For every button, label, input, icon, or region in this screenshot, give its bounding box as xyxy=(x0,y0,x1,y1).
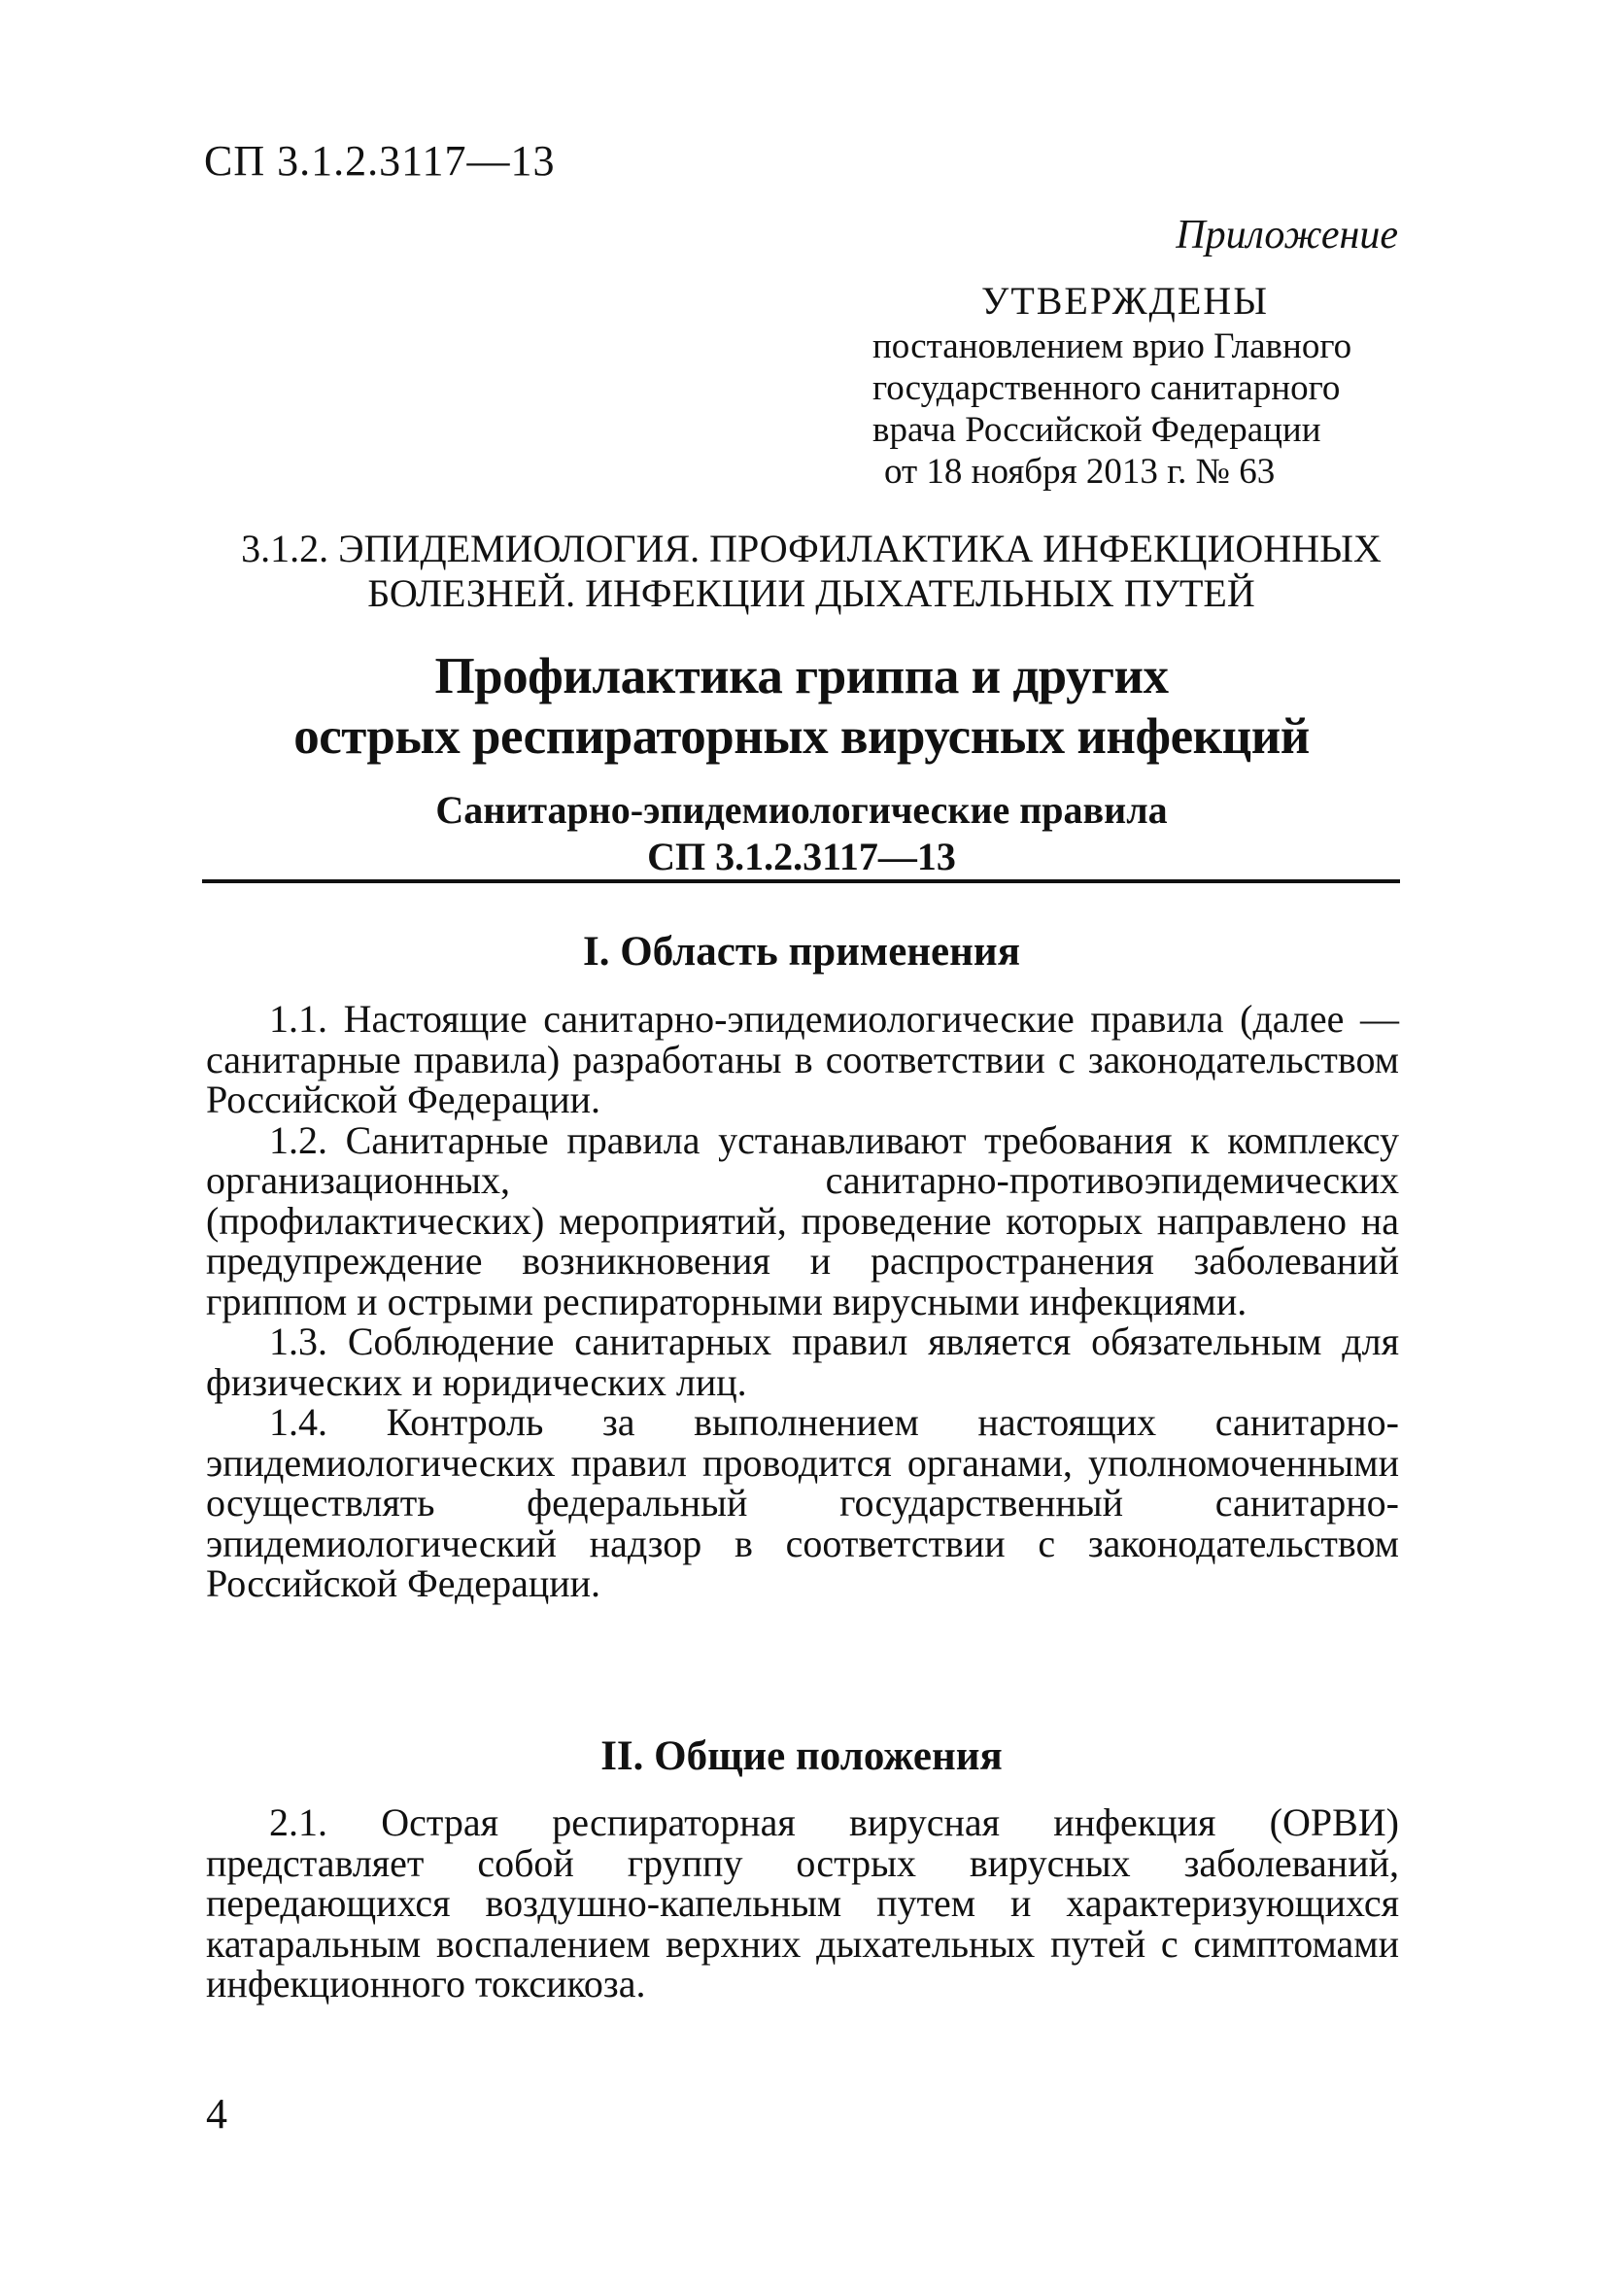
page-number: 4 xyxy=(206,2090,227,2138)
approval-title: УТВЕРЖДЕНЫ xyxy=(981,279,1270,323)
appendix-label: Приложение xyxy=(1176,213,1398,257)
approval-line: врача Российской Федерации xyxy=(872,410,1321,450)
approval-line: от 18 ноября 2013 г. № 63 xyxy=(884,452,1276,492)
approval-line: постановлением врио Главного xyxy=(872,326,1352,366)
classification-line: БОЛЕЗНЕЙ. ИНФЕКЦИИ ДЫХАТЕЛЬНЫХ ПУТЕЙ xyxy=(367,571,1255,615)
approval-line: государственного санитарного xyxy=(872,368,1341,408)
section-heading: I. Область применения xyxy=(583,929,1020,975)
section-body xyxy=(206,1802,1399,2005)
subtitle-line: Санитарно-эпидемиологические правила xyxy=(435,788,1168,832)
paragraph: 1.1. Настоящие санитарно-эпидемиологические правила (далее — санитарные правила) разработаны в соответствии с законодательством Российской Федерации. xyxy=(206,997,1399,1121)
subtitle-line: СП 3.1.2.3117—13 xyxy=(647,835,956,878)
paragraph: 1.4. Контроль за выполнением настоящих санитарно-эпидемиологических правил проводится органами, уполномоченными осуществлять федеральный государственный санитарно-эпидемиологический надзор в соответствии с законодательством Российской Федерации. xyxy=(206,1400,1399,1605)
paragraph: 1.3. Соблюдение санитарных правил является обязательным для физических и юридических лиц. xyxy=(206,1319,1399,1404)
document-title xyxy=(204,646,1399,767)
document-subtitle xyxy=(204,787,1399,880)
paragraph: 1.2. Санитарные правила устанавливают требования к комплексу организационных, санитарно-противоэпидемических (профилактических) мероприятий, проведение которых направлено на предупреждение возникновения и распространения заболеваний гриппом и острыми респираторными вирусными инфекциями. xyxy=(206,1117,1399,1323)
title-line: Профилактика гриппа и других xyxy=(434,648,1169,704)
paragraph: 2.1. Острая респираторная вирусная инфекция (ОРВИ) представляет собой группу острых вирусных заболеваний, передающихся воздушно-капельным путем и характеризующихся катаральным воспалением верхних дыхательных путей с симптомами инфекционного токсикоза. xyxy=(206,1800,1399,2005)
document-code: СП 3.1.2.3117—13 xyxy=(204,137,556,185)
classification-line: 3.1.2. ЭПИДЕМИОЛОГИЯ. ПРОФИЛАКТИКА ИНФЕКЦИОННЫХ xyxy=(241,527,1382,570)
section-heading: II. Общие положения xyxy=(600,1733,1003,1779)
approval-block xyxy=(872,277,1417,493)
classification-heading xyxy=(228,527,1394,616)
title-line: острых респираторных вирусных инфекций xyxy=(293,708,1310,765)
section-body xyxy=(206,999,1399,1604)
horizontal-divider xyxy=(202,879,1400,883)
